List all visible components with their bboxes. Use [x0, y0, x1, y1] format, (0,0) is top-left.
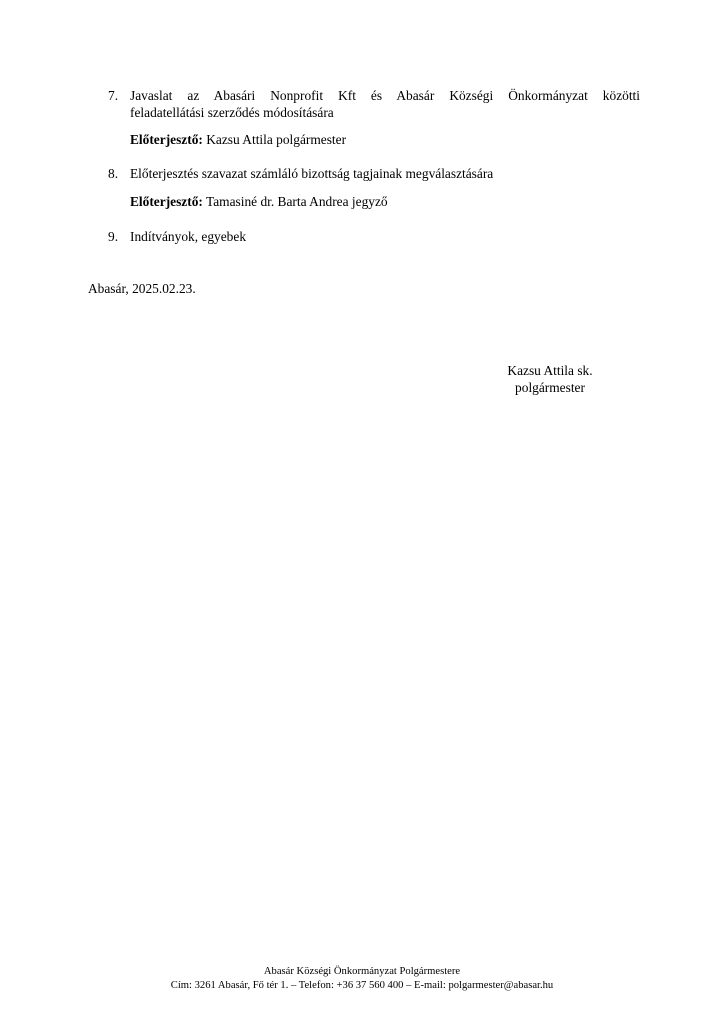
agenda-item-text — [130, 87, 640, 121]
agenda-item-text-line: feladatellátási szerződés módosítására — [130, 105, 334, 120]
signature-title: polgármester — [515, 380, 585, 395]
agenda-item-text-line: Javaslat az Abasári Nonprofit Kft és Abasár Községi Önkormányzat közötti — [130, 88, 640, 103]
signature-name: Kazsu Attila sk. — [507, 363, 593, 378]
date-line: Abasár, 2025.02.23. — [88, 281, 196, 296]
presenter-name: Tamasiné dr. Barta Andrea jegyző — [205, 194, 388, 209]
footer-contact: Cím: 3261 Abasár, Fő tér 1. – Telefon: +36 37 560 400 – E-mail: polgarmester@abasar.hu — [170, 980, 554, 991]
agenda-item-presenter — [130, 193, 388, 210]
agenda-item-9 — [108, 228, 640, 245]
agenda-item-number: 7. — [108, 88, 119, 103]
agenda-item-number: 9. — [108, 229, 119, 244]
agenda-item-number: 8. — [108, 166, 119, 181]
agenda-item-7 — [108, 87, 640, 121]
agenda-item-text-line: Indítványok, egyebek — [130, 229, 247, 244]
agenda-item-8 — [108, 165, 640, 182]
presenter-label: Előterjesztő: — [130, 194, 203, 209]
presenter-name: Kazsu Attila polgármester — [206, 132, 347, 147]
agenda-item-presenter — [130, 131, 346, 148]
agenda-item-text — [130, 165, 640, 182]
presenter-label: Előterjesztő: — [130, 132, 203, 147]
signature-block — [490, 362, 610, 396]
agenda-item-text — [130, 228, 640, 245]
agenda-item-text-line: Előterjesztés szavazat számláló bizottság tagjainak megválasztására — [130, 166, 494, 181]
footer-organization: Abasár Községi Önkormányzat Polgármestere — [263, 966, 461, 977]
